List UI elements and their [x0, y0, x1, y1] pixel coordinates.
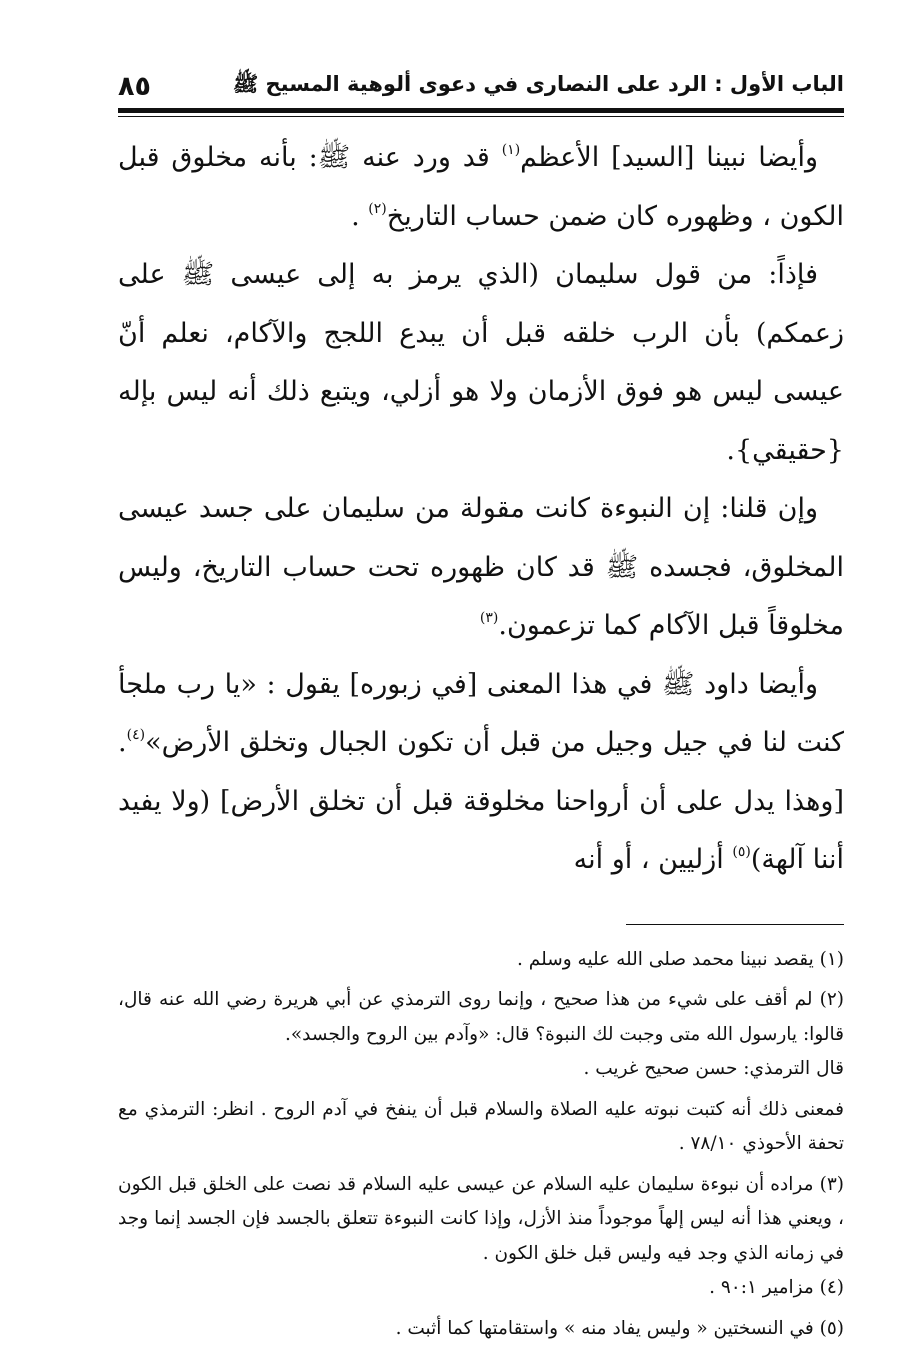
running-header — [118, 58, 844, 113]
footnote-4: (٤) مزامير ٩٠:١ . — [118, 1271, 844, 1306]
paragraph-4-text-b: . [وهذا يدل على أن أرواحنا مخلوقة قبل أن تخلق الأرض] (ولا يفيد أننا آلهة) — [118, 727, 844, 875]
header-rule — [118, 116, 844, 117]
footnote-ref-5: (٥) — [732, 844, 750, 860]
paragraph-4-text-c: أزليين ، أو أنه — [574, 844, 733, 875]
footnote-2-grade: قال الترمذي: حسن صحيح غريب . — [118, 1052, 844, 1087]
footnote-ref-1: (١) — [502, 142, 520, 158]
paragraph-1 — [118, 129, 844, 246]
paragraph-1-text-a: وأيضا نبينا [السيد] الأعظم — [520, 142, 818, 173]
footnote-3: (٣) مراده أن نبوءة سليمان عليه السلام عن عيسى عليه السلام قد نصت على الخلق قبل الكون ، ويعني هذا أنه ليس إلهاً موجوداً منذ الأزل، وإذا كانت النبوءة تتعلق بالجسد فإن الجسد إنما وجد في زمانه الذي وجد فيه وليس قبل خلق الكون . — [118, 1168, 844, 1272]
footnote-2: (٢) لم أقف على شيء من هذا صحيح ، وإنما روى الترمذي عن أبي هريرة رضي الله عنه قال، قالوا: يارسول الله متى وجبت لك النبوة؟ قال: «وآدم بين الروح والجسد». — [118, 983, 844, 1052]
page-number: ٨٥ — [118, 71, 151, 102]
footnote-ref-4: (٤) — [127, 727, 145, 743]
running-title: الباب الأول : الرد على النصارى في دعوى ألوهية المسيح ﷺ — [233, 71, 844, 102]
footnote-2-explanation: فمعنى ذلك أنه كتبت نبوته عليه الصلاة والسلام قبل أن ينفخ في آدم الروح . انظر: الترمذي مع تحفة الأحوذي ٧٨/١٠ . — [118, 1093, 844, 1162]
footnote-5: (٥) في النسختين « وليس يفاد منه » واستقامتها كما أثبت . — [118, 1312, 844, 1346]
footnote-ref-3: (٣) — [480, 610, 498, 626]
footnote-ref-2: (٢) — [368, 201, 386, 217]
paragraph-1-text-c: . — [351, 201, 368, 232]
footnote-1: (١) يقصد نبينا محمد صلى الله عليه وسلم . — [118, 943, 844, 978]
paragraph-4-text-a: وأيضا داود ﷺ في هذا المعنى [في زبوره] يقول : «يا رب ملجأ كنت لنا في جيل وجيل من قبل أن تكون الجبال وتخلق الأرض» — [118, 669, 844, 759]
book-page — [118, 58, 844, 1346]
footnote-separator — [626, 924, 844, 925]
main-text — [118, 129, 844, 890]
paragraph-3-text: وإن قلنا: إن النبوءة كانت مقولة من سليمان على جسد عيسى المخلوق، فجسده ﷺ قد كان ظهوره تحت حساب التاريخ، وليس مخلوقاً قبل الآكام كما تزعمون. — [118, 493, 844, 641]
footnotes — [118, 943, 844, 1346]
paragraph-1-text-b: قد ورد عنه ﷺ: بأنه مخلوق قبل الكون ، وظهوره كان ضمن حساب التاريخ — [118, 142, 844, 232]
paragraph-2: فإذاً: من قول سليمان (الذي يرمز به إلى عيسى ﷺ على زعمكم) بأن الرب خلقه قبل أن يبدع اللجج والآكام، نعلم أنّ عيسى ليس هو فوق الأزمان ولا هو أزلي، ويتبع ذلك أنه ليس بإله {حقيقي}. — [118, 246, 844, 480]
paragraph-4 — [118, 656, 844, 890]
paragraph-3 — [118, 480, 844, 656]
